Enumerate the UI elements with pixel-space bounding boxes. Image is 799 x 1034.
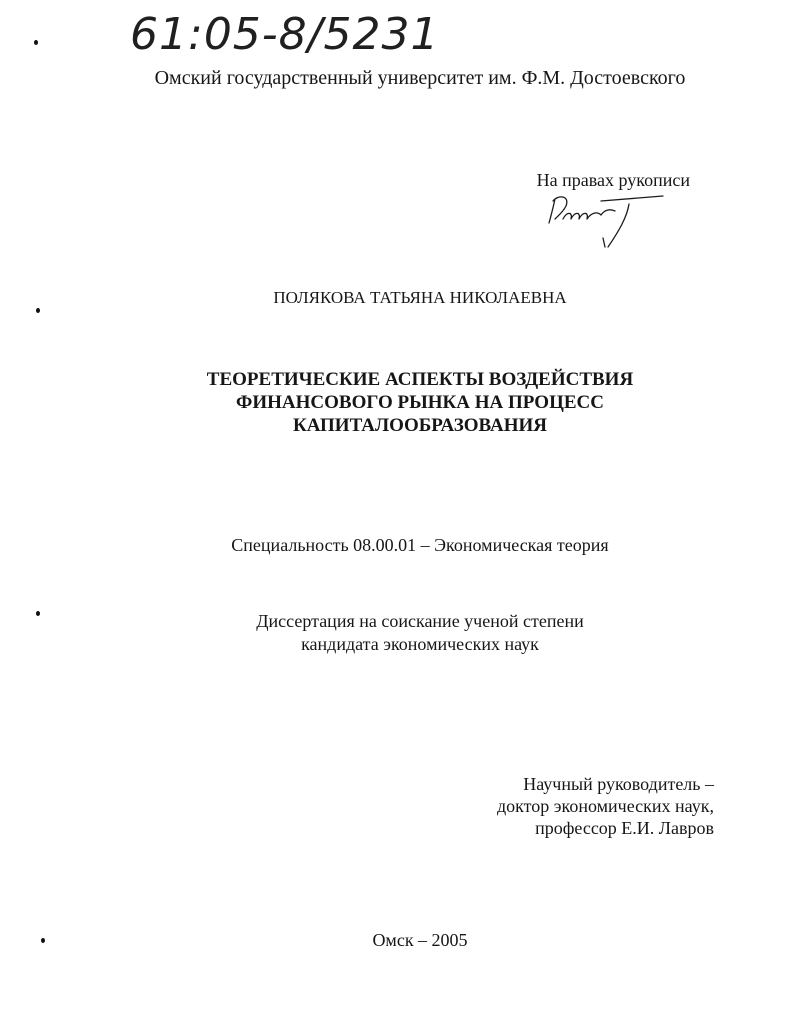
signature-stroke xyxy=(563,210,615,219)
supervisor-line: доктор экономических наук, xyxy=(497,796,714,816)
title-line: ФИНАНСОВОГО РЫНКА НА ПРОЦЕСС xyxy=(236,392,604,413)
manuscript-rights-note: На правах рукописи xyxy=(536,170,690,190)
scan-mark xyxy=(36,611,40,616)
degree-statement xyxy=(41,610,799,656)
signature-stroke xyxy=(601,196,663,201)
degree-line: кандидата экономических наук xyxy=(301,634,539,654)
university-name: Омский государственный университет им. Ф.М. Достоевского xyxy=(154,67,686,89)
signature-stroke xyxy=(549,199,555,223)
supervisor-block xyxy=(497,773,714,839)
degree-line: Диссертация на соискание ученой степени xyxy=(256,611,584,631)
scan-mark xyxy=(36,308,40,313)
scan-mark xyxy=(34,40,38,45)
signature-stroke xyxy=(603,238,605,247)
specialty: Специальность 08.00.01 – Экономическая теория xyxy=(231,535,609,555)
signature xyxy=(545,190,670,252)
author-name: ПОЛЯКОВА ТАТЬЯНА НИКОЛАЕВНА xyxy=(273,288,567,307)
supervisor-line: профессор Е.И. Лавров xyxy=(535,818,714,838)
archive-number: 61:05-8/5231 xyxy=(130,9,440,60)
title-line: КАПИТАЛООБРАЗОВАНИЯ xyxy=(292,415,547,436)
title-line: ТЕОРЕТИЧЕСКИЕ АСПЕКТЫ ВОЗДЕЙСТВИЯ xyxy=(206,369,634,390)
dissertation-title xyxy=(41,368,799,437)
place-and-year: Омск – 2005 xyxy=(372,930,468,950)
supervisor-line: Научный руководитель – xyxy=(523,774,714,794)
